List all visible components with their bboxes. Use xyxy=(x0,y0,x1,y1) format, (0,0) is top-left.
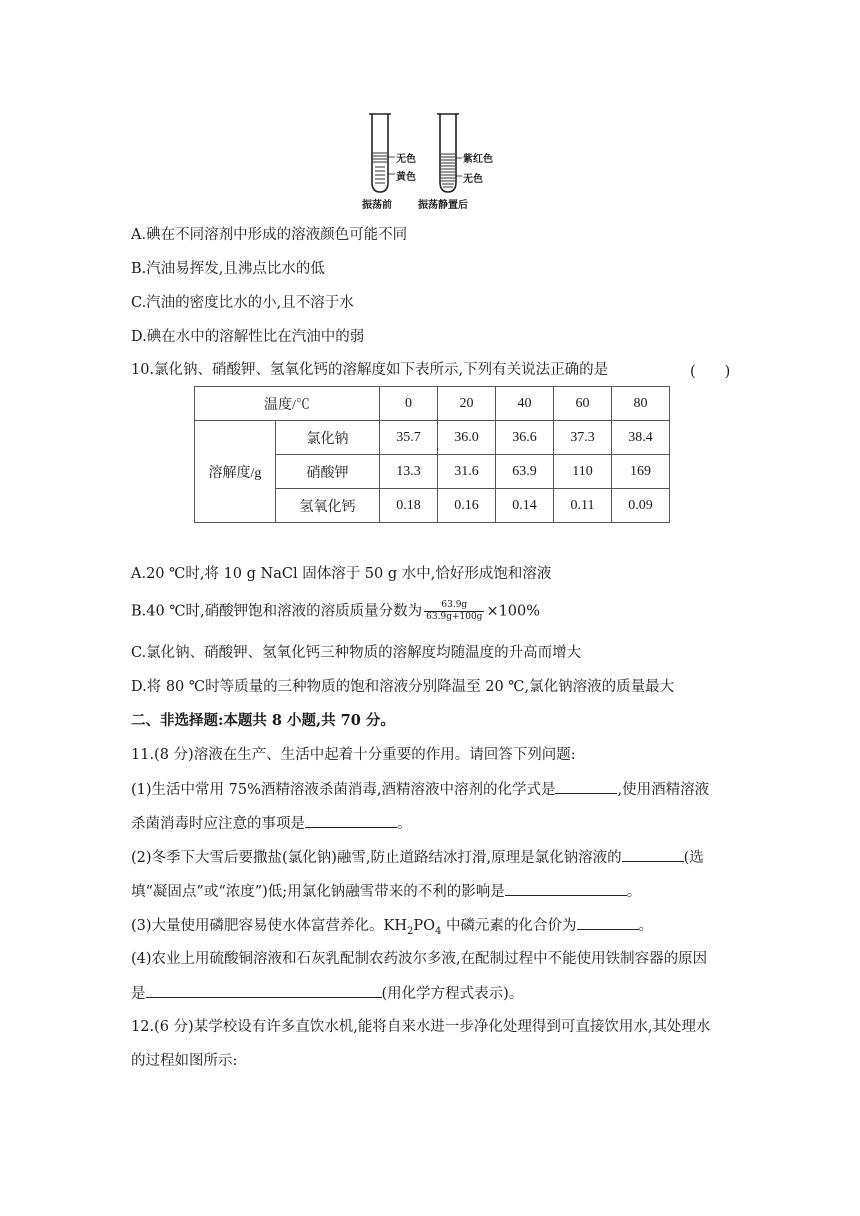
q11-part2-line2 xyxy=(131,881,641,902)
tube2-top-label: 紫红色 xyxy=(463,154,493,165)
q12-stem-line2: 的过程如图所示: xyxy=(131,1053,238,1069)
value-cell: 36.0 xyxy=(438,421,496,455)
tube1-bottom-label: 黄色 xyxy=(396,172,416,183)
tube2-caption: 振荡静置后 xyxy=(418,200,468,211)
tube2-bottom-label: 无色 xyxy=(463,174,483,185)
answer-blank[interactable] xyxy=(577,915,639,930)
answer-blank[interactable] xyxy=(555,779,617,794)
q10-option-c: C.氯化钠、硝酸钾、氢氧化钙三种物质的溶解度均随温度的升高而增大 xyxy=(131,645,582,661)
answer-paren: ( ) xyxy=(690,364,731,380)
value-cell: 169 xyxy=(612,455,670,489)
tube1-top-label: 无色 xyxy=(396,154,416,165)
q9-option-c: C.汽油的密度比水的小,且不溶于水 xyxy=(131,295,354,311)
q11-part3-text: 中磷元素的化合价为 xyxy=(441,918,577,934)
test-tube-figure xyxy=(360,108,510,212)
q11-part2-text: (2)冬季下大雪后要撒盐(氯化钠)融雪,防止道路结冰打滑,原理是氯化钠溶液的 xyxy=(131,850,622,866)
q11-part3-text: (3)大量使用磷肥容易使水体富营养化。KH xyxy=(131,918,408,934)
temp-cell: 20 xyxy=(438,387,496,421)
value-cell: 110 xyxy=(554,455,612,489)
q11-part1-text: ,使用酒精溶液 xyxy=(617,782,710,798)
table-row xyxy=(195,421,670,455)
q11-part3-text: 。 xyxy=(638,918,654,934)
subscript: 2 xyxy=(407,925,414,937)
substance-name: 硝酸钾 xyxy=(276,455,380,489)
q11-part1-line2 xyxy=(131,813,412,834)
q11-part3 xyxy=(131,915,653,942)
q10-option-b xyxy=(131,600,540,623)
table-header-row xyxy=(195,387,670,421)
q10-option-d: D.将 80 ℃时等质量的三种物质的饱和溶液分别降温至 20 ℃,氯化钠溶液的质量最大 xyxy=(131,679,675,695)
value-cell: 0.14 xyxy=(496,489,554,523)
value-cell: 38.4 xyxy=(612,421,670,455)
q11-part2-text: (选 xyxy=(683,850,704,866)
q11-part1-text: 杀菌消毒时应注意的事项是 xyxy=(131,816,305,832)
value-cell: 0.11 xyxy=(554,489,612,523)
q10-option-b-text: B.40 ℃时,硝酸钾饱和溶液的溶质质量分数为 xyxy=(131,603,423,620)
answer-blank[interactable] xyxy=(505,881,627,896)
value-cell: 37.3 xyxy=(554,421,612,455)
q11-part2-text: 填“凝固点”或“浓度”)低;用氯化钠融雪带来的不利的影响是 xyxy=(131,884,505,900)
fraction-denominator: 63.9g+100g xyxy=(426,612,483,622)
value-cell: 0.09 xyxy=(612,489,670,523)
q11-part1-text: (1)生活中常用 75%酒精溶液杀菌消毒,酒精溶液中溶剂的化学式是 xyxy=(131,782,556,798)
value-cell: 13.3 xyxy=(380,455,438,489)
q11-stem: 11.(8 分)溶液在生产、生活中起着十分重要的作用。请回答下列问题: xyxy=(131,747,576,763)
fraction xyxy=(424,600,484,623)
q11-part4-line2 xyxy=(131,983,523,1004)
value-cell: 0.18 xyxy=(380,489,438,523)
temp-header: 温度/℃ xyxy=(195,387,380,421)
q11-part4-text: 是 xyxy=(131,986,146,1002)
q11-part4-line1: (4)农业上用硫酸铜溶液和石灰乳配制农药波尔多液,在配制过程中不能使用铁制容器的原因 xyxy=(131,951,708,967)
value-cell: 36.6 xyxy=(496,421,554,455)
q11-part4-text: (用化学方程式表示)。 xyxy=(381,986,524,1002)
solubility-group-label: 溶解度/g xyxy=(195,421,276,523)
substance-name: 氯化钠 xyxy=(276,421,380,455)
q10-option-a: A.20 ℃时,将 10 g NaCl 固体溶于 50 g 水中,恰好形成饱和溶液 xyxy=(131,566,552,582)
temp-cell: 80 xyxy=(612,387,670,421)
value-cell: 63.9 xyxy=(496,455,554,489)
q9-option-b: B.汽油易挥发,且沸点比水的低 xyxy=(131,261,325,277)
q11-part1-line1 xyxy=(131,779,709,800)
value-cell: 0.16 xyxy=(438,489,496,523)
subscript: 4 xyxy=(435,925,442,937)
temp-cell: 60 xyxy=(554,387,612,421)
tube1-caption: 振荡前 xyxy=(362,200,392,211)
temp-cell: 0 xyxy=(380,387,438,421)
q11-part3-text: PO xyxy=(413,918,436,934)
q9-option-a: A.碘在不同溶剂中形成的溶液颜色可能不同 xyxy=(131,227,408,243)
value-cell: 35.7 xyxy=(380,421,438,455)
q11-part2-line1 xyxy=(131,847,704,868)
substance-name: 氢氧化钙 xyxy=(276,489,380,523)
answer-blank[interactable] xyxy=(146,983,382,998)
value-cell: 31.6 xyxy=(438,455,496,489)
fraction-numerator: 63.9g xyxy=(424,600,484,612)
q9-option-d: D.碘在水中的溶解性比在汽油中的弱 xyxy=(131,329,365,345)
answer-blank[interactable] xyxy=(622,847,684,862)
q11-part2-text: 。 xyxy=(626,884,642,900)
solubility-table xyxy=(194,386,670,523)
q10-stem: 10.氯化钠、硝酸钾、氢氧化钙的溶解度如下表所示,下列有关说法正确的是 xyxy=(131,362,609,378)
q11-part1-text: 。 xyxy=(397,816,412,832)
temp-cell: 40 xyxy=(496,387,554,421)
q10-option-b-suffix: ×100% xyxy=(486,603,541,620)
section-heading: 二、非选择题:本题共 8 小题,共 70 分。 xyxy=(131,712,395,729)
q12-stem-line1: 12.(6 分)某学校设有许多直饮水机,能将自来水进一步净化处理得到可直接饮用水,其处理水 xyxy=(131,1019,711,1035)
answer-blank[interactable] xyxy=(305,813,397,828)
